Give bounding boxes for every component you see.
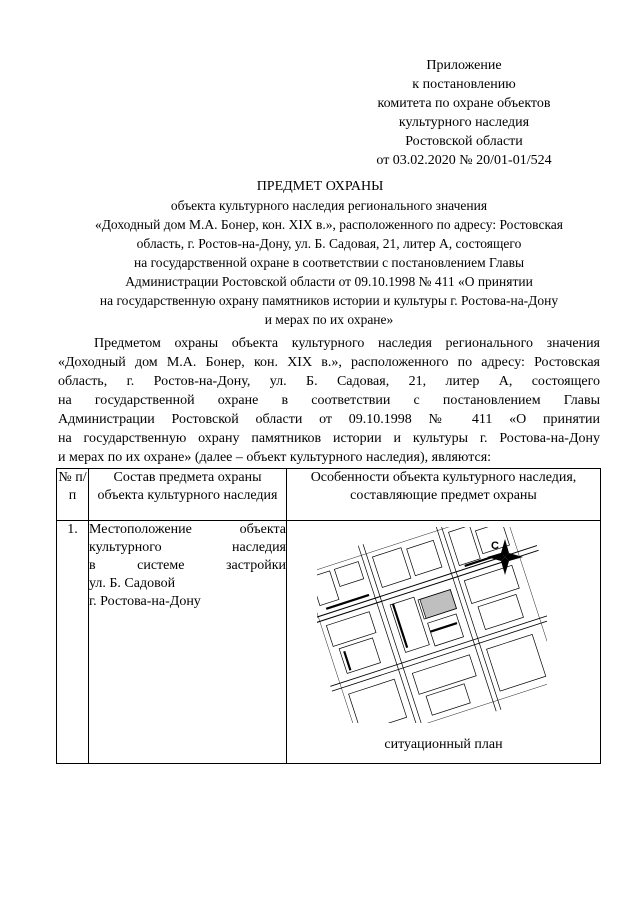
appendix-line: Приложение (426, 58, 502, 73)
header-number: № п/п (57, 469, 89, 521)
appendix-line: Ростовской области (405, 134, 523, 149)
composition-line: в системе застройки (89, 558, 286, 573)
appendix-line: от 03.02.2020 № 20/01-01/524 (376, 153, 552, 168)
document-title: ПРЕДМЕТ ОХРАНЫ (256, 179, 384, 194)
protection-table (56, 468, 601, 764)
document-subtitle (58, 196, 600, 329)
appendix-line: культурного наследия (398, 115, 530, 130)
appendix-line: комитета по охране объектов (377, 96, 551, 111)
subtitle-line: объекта культурного наследия регионального значения (170, 198, 488, 213)
appendix-block (334, 56, 594, 170)
situation-plan-image (317, 527, 547, 723)
intro-line: и мерах по их охране» (далее – объект культурного наследия), являются: (58, 450, 492, 465)
header-features: Особенности объекта культурного наследия, составляющие предмет охраны (287, 469, 601, 521)
intro-line: на государственную охрану памятников истории и культуры г. Ростова-на-Дону (58, 431, 600, 446)
appendix-line: к постановлению (412, 77, 516, 92)
header-composition: Состав предмета охраны объекта культурного наследия (89, 469, 287, 521)
row-features (287, 521, 601, 764)
row-composition (89, 521, 287, 764)
intro-paragraph (58, 334, 600, 467)
subtitle-line: на государственную охрану памятников истории и культуры г. Ростова-на-Дону (99, 293, 559, 308)
subtitle-line: «Доходный дом М.А. Бонер, кон. XIX в.», расположенного по адресу: Ростовская (94, 217, 564, 232)
row-number: 1. (57, 521, 89, 764)
subtitle-line: на государственной охране в соответствии с постановлением Главы (133, 255, 525, 270)
compass-rose (487, 539, 523, 575)
compass-letter: С (491, 540, 499, 552)
intro-line: область, г. Ростов-на-Дону, ул. Б. Садовая, 21, литер А, состоящего (58, 374, 600, 389)
table-header-row (57, 469, 601, 521)
composition-line: культурного наследия (89, 540, 286, 555)
subtitle-line: и мерах по их охране» (264, 312, 394, 327)
intro-line: «Доходный дом М.А. Бонер, кон. XIX в.», расположенного по адресу: Ростовская (58, 355, 600, 370)
subtitle-line: Администрации Ростовской области от 09.10.1998 № 411 «О принятии (125, 274, 533, 289)
composition-line: ул. Б. Садовой (89, 576, 176, 591)
intro-line: Предметом охраны объекта культурного наследия регионального значения (94, 336, 600, 351)
plan-caption: ситуационный план (384, 737, 503, 752)
composition-line: Местоположение объекта (89, 522, 286, 537)
subtitle-line: область, г. Ростов-на-Дону, ул. Б. Садовая, 21, литер А, состоящего (136, 236, 522, 251)
table-row (57, 521, 601, 764)
intro-line: Администрации Ростовской области от 09.10.1998 № 411 «О принятии (58, 412, 600, 427)
intro-line: на государственной охране в соответствии с постановлением Главы (58, 393, 600, 408)
composition-line: г. Ростова-на-Дону (89, 594, 201, 609)
